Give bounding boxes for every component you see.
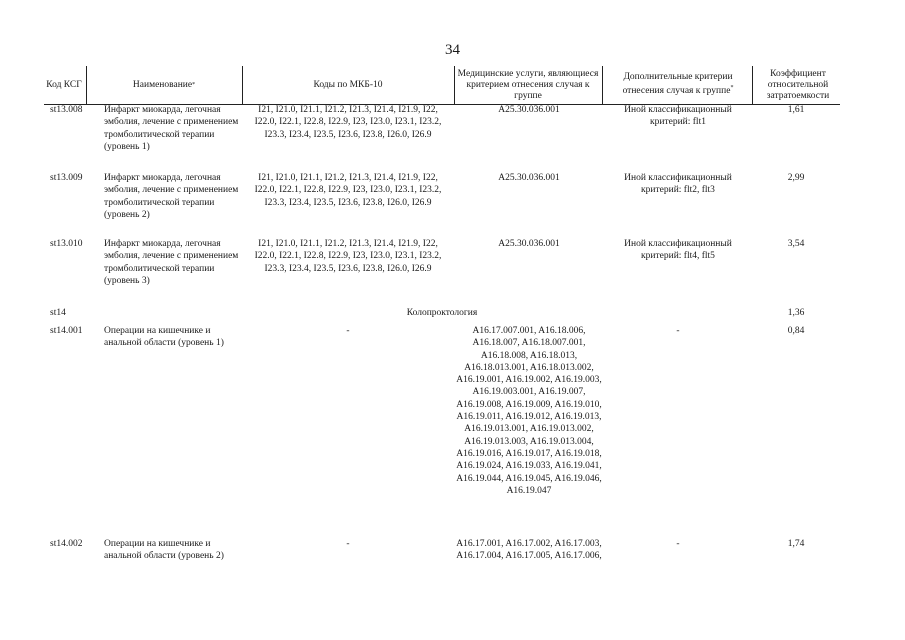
- page-number: 34: [445, 42, 460, 58]
- row-coef: 2,99: [787, 173, 805, 183]
- row-services: A16.17.001, A16.17.002, A16.17.003, A16.17.004, A16.17.005, A16.17.006,: [456, 539, 602, 562]
- section-title: Колопроктология: [406, 308, 478, 318]
- row-services: A25.30.036.001: [498, 105, 560, 115]
- header-name: Наименование *: [132, 79, 196, 90]
- row-code: st14.002: [50, 539, 83, 549]
- row-name: Инфаркт миокарда, легочная эмболия, лечение с применением тромболитической терапии (уровень 2): [104, 173, 239, 220]
- row-criteria: Иной классификационный критерий: flt1: [624, 105, 732, 128]
- header-code: Код КСГ: [46, 79, 82, 90]
- row-coef: 1,61: [787, 105, 805, 115]
- row-name: Инфаркт миокарда, легочная эмболия, лечение с применением тромболитической терапии (уровень 1): [104, 105, 239, 152]
- row-criteria: Иной классификационный критерий: flt2, flt3: [624, 173, 732, 196]
- header-divider: [602, 66, 603, 104]
- section-coef: 1,36: [787, 308, 805, 318]
- row-criteria: Иной классификационный критерий: flt4, flt5: [624, 239, 732, 262]
- header-coef: Коэффициент относительной затратоемкости: [766, 68, 830, 101]
- row-code: st14.001: [50, 326, 83, 336]
- header-mkb: Коды по МКБ-10: [313, 79, 383, 90]
- row-name: Инфаркт миокарда, легочная эмболия, лечение с применением тромболитической терапии (уровень 3): [104, 239, 239, 286]
- row-criteria: -: [676, 326, 680, 336]
- row-services: A16.17.007.001, A16.18.006, A16.18.007, A16.18.007.001, A16.18.008, A16.18.013, A16.18.013.001, A16.18.013.002, A16.19.001, A16.19.002, A16.19.003, A16.19.003.001, A16.19.007, A16.19.008, A16.19.009, A16.19.010, A16.19.011, A16.19.012, A16.19.013, A16.19.013.001, A16.19.013.002, A16.19.013.003, A16.19.013.004, A16.19.016, A16.19.017, A16.19.018, A16.19.024, A16.19.033, A16.19.041, A16.19.044, A16.19.045, A16.19.046, A16.19.047: [456, 326, 602, 496]
- row-name: Операции на кишечнике и анальной области (уровень 2): [104, 539, 224, 562]
- header-criteria: Дополнительные критерии отнесения случая к группе*: [622, 72, 734, 97]
- row-services: A25.30.036.001: [498, 173, 560, 183]
- section-code: st14: [50, 308, 66, 318]
- row-mkb: I21, I21.0, I21.1, I21.2, I21.3, I21.4, I21.9, I22, I22.0, I22.1, I22.8, I22.9, I23, I23.0, I23.1, I23.2, I23.3, I23.4, I23.5, I23.6, I23.8, I26.0, I26.9: [254, 173, 442, 208]
- row-coef: 0,84: [787, 326, 805, 336]
- row-mkb: -: [346, 539, 350, 549]
- row-coef: 1,74: [787, 539, 805, 549]
- row-code: st13.010: [50, 239, 83, 249]
- row-code: st13.008: [50, 105, 83, 115]
- row-mkb: I21, I21.0, I21.1, I21.2, I21.3, I21.4, I21.9, I22, I22.0, I22.1, I22.8, I22.9, I23, I23.0, I23.1, I23.2, I23.3, I23.4, I23.5, I23.6, I23.8, I26.0, I26.9: [254, 239, 442, 274]
- row-mkb: I21, I21.0, I21.1, I21.2, I21.3, I21.4, I21.9, I22, I22.0, I22.1, I22.8, I22.9, I23, I23.0, I23.1, I23.2, I23.3, I23.4, I23.5, I23.6, I23.8, I26.0, I26.9: [254, 105, 442, 140]
- row-criteria: -: [676, 539, 680, 549]
- table-header: [44, 66, 840, 105]
- header-divider: [86, 66, 87, 104]
- row-name: Операции на кишечнике и анальной области (уровень 1): [104, 326, 224, 349]
- row-code: st13.009: [50, 173, 83, 183]
- header-divider: [752, 66, 753, 104]
- header-divider: [242, 66, 243, 104]
- row-coef: 3,54: [787, 239, 805, 249]
- header-services: Медицинские услуги, являющиеся критерием отнесения случая к группе: [457, 68, 599, 101]
- header-divider: [454, 66, 455, 104]
- row-mkb: -: [346, 326, 350, 336]
- row-services: A25.30.036.001: [498, 239, 560, 249]
